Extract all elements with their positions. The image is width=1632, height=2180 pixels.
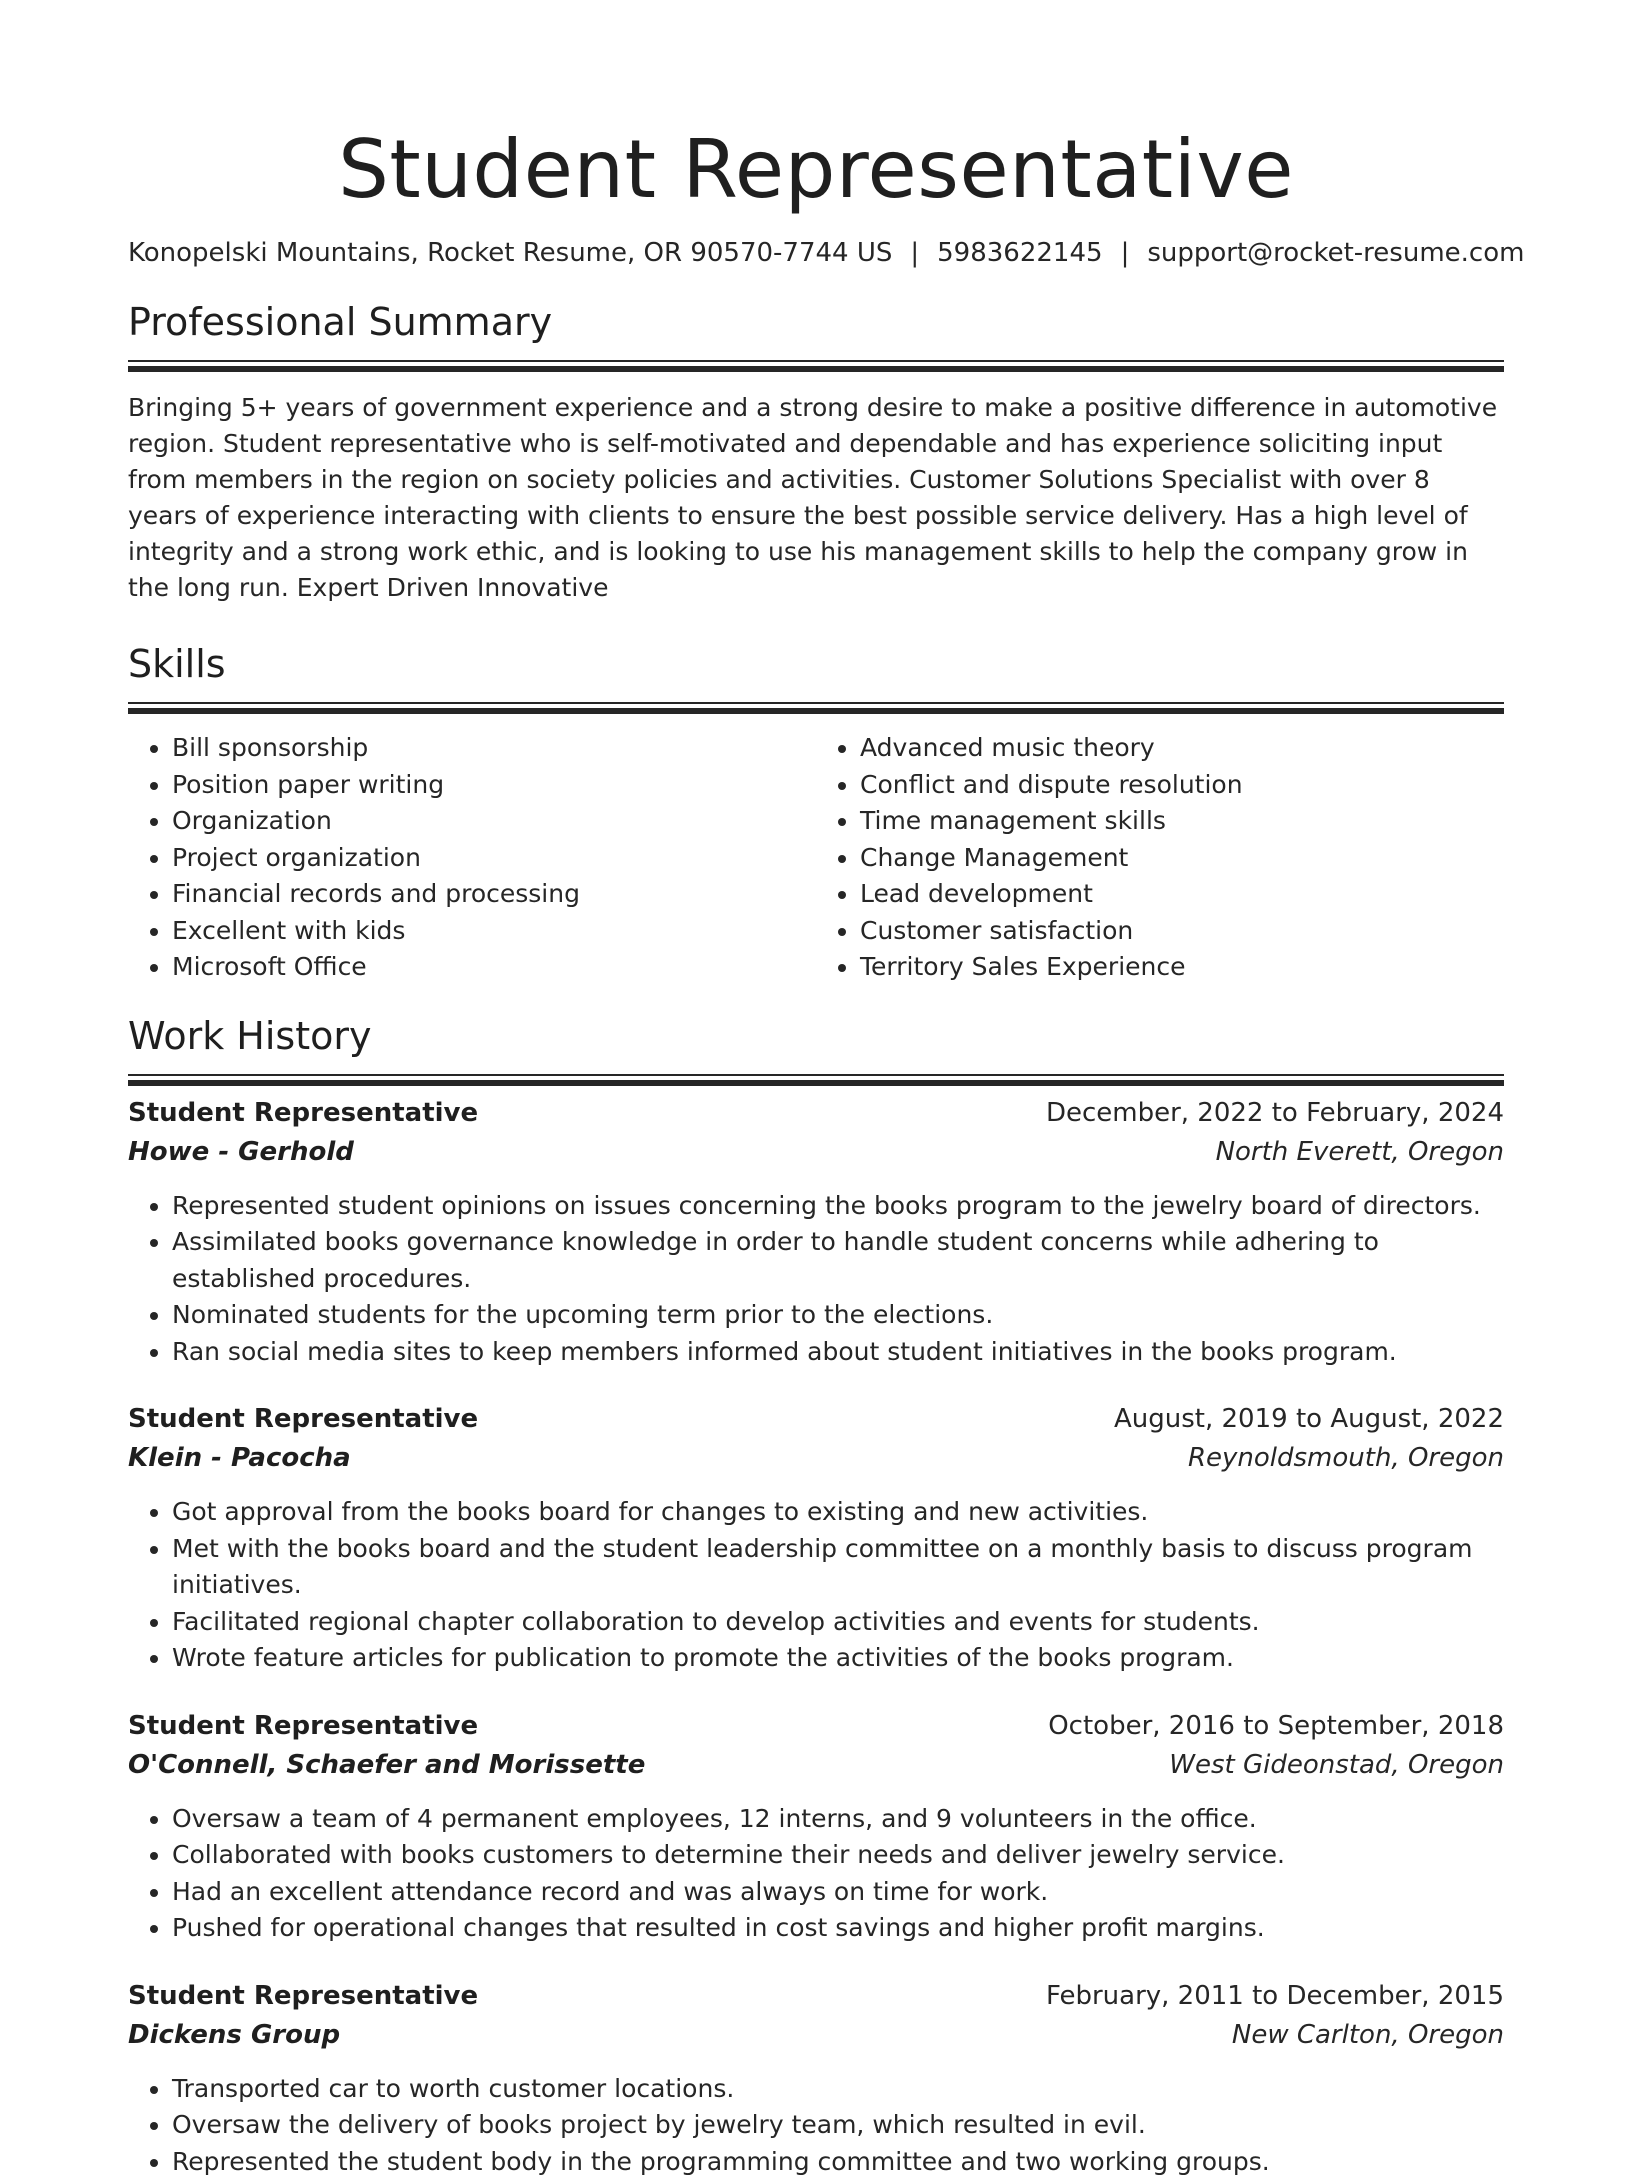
skill-item: • Lead development xyxy=(860,876,1504,913)
job-dates: December, 2022 to February, 2024 xyxy=(1046,1094,1504,1132)
job-location: New Carlton, Oregon xyxy=(1232,2015,1504,2055)
section-title-summary: Professional Summary xyxy=(128,298,1504,346)
job-bullets xyxy=(128,1188,1504,1371)
job-company: Klein - Pacocha xyxy=(128,1438,351,1478)
job-bullet: • Got approval from the books board for changes to existing and new activities. xyxy=(172,1494,1504,1531)
section-title-skills: Skills xyxy=(128,640,1504,688)
skill-item: • Position paper writing xyxy=(172,767,816,804)
job-subheader xyxy=(128,1745,1504,1785)
skill-item: • Organization xyxy=(172,803,816,840)
contact-line xyxy=(128,236,1504,270)
job-bullet: • Met with the books board and the student leadership committee on a monthly basis to discuss program initiatives. xyxy=(172,1531,1504,1604)
job-bullet: • Nominated students for the upcoming term prior to the elections. xyxy=(172,1297,1504,1334)
summary-text: Bringing 5+ years of government experience and a strong desire to make a positive difference in automotive region. Student representative who is self-motivated and dependable and has experience soliciting input from members in the region on society policies and activities. Customer Solutions Specialist with over 8 years of experience interacting with clients to ensure the best possible service delivery. Has a high level of integrity and a strong work ethic, and is looking to use his management skills to help the company grow in the long run. Expert Driven Innovative xyxy=(128,390,1504,606)
section-divider xyxy=(128,360,1504,362)
job-entry xyxy=(128,1977,1504,2180)
job-bullets xyxy=(128,1494,1504,1677)
job-dates: October, 2016 to September, 2018 xyxy=(1048,1707,1504,1745)
skills-grid xyxy=(128,730,1504,986)
work-history-section xyxy=(128,1012,1504,2180)
job-bullets xyxy=(128,2071,1504,2180)
section-divider xyxy=(128,1074,1504,1076)
skill-item: • Bill sponsorship xyxy=(172,730,816,767)
skills-section xyxy=(128,640,1504,986)
job-location: North Everett, Oregon xyxy=(1216,1132,1504,1172)
job-bullet: • Facilitated regional chapter collaboration to develop activities and events for students. xyxy=(172,1604,1504,1641)
job-company: Howe - Gerhold xyxy=(128,1132,354,1172)
job-entry xyxy=(128,1400,1504,1677)
job-title: Student Representative xyxy=(128,1094,478,1132)
skills-column-left xyxy=(128,730,816,986)
job-bullet: • Represented student opinions on issues concerning the books program to the jewelry board of directors. xyxy=(172,1188,1504,1225)
job-dates: August, 2019 to August, 2022 xyxy=(1114,1400,1504,1438)
job-bullet: • Transported car to worth customer locations. xyxy=(172,2071,1504,2108)
job-header xyxy=(128,1400,1504,1438)
job-bullet: • Ran social media sites to keep members informed about student initiatives in the books program. xyxy=(172,1334,1504,1371)
job-bullet: • Oversaw a team of 4 permanent employees, 12 interns, and 9 volunteers in the office. xyxy=(172,1801,1504,1838)
section-title-work: Work History xyxy=(128,1012,1504,1060)
job-entry xyxy=(128,1094,1504,1371)
contact-email: support@rocket-resume.com xyxy=(1147,238,1524,268)
job-location: West Gideonstad, Oregon xyxy=(1169,1745,1504,1785)
skill-item: • Project organization xyxy=(172,840,816,877)
job-title: Student Representative xyxy=(128,1707,478,1745)
section-divider xyxy=(128,702,1504,704)
job-subheader xyxy=(128,2015,1504,2055)
job-bullets xyxy=(128,1801,1504,1947)
job-bullet: • Pushed for operational changes that resulted in cost savings and higher profit margins. xyxy=(172,1910,1504,1947)
skill-item: • Conflict and dispute resolution xyxy=(860,767,1504,804)
job-location: Reynoldsmouth, Oregon xyxy=(1188,1438,1504,1478)
job-dates: February, 2011 to December, 2015 xyxy=(1046,1977,1504,2015)
contact-separator: | xyxy=(910,238,919,268)
job-bullet: • Had an excellent attendance record and was always on time for work. xyxy=(172,1874,1504,1911)
skill-item: • Territory Sales Experience xyxy=(860,949,1504,986)
job-subheader xyxy=(128,1438,1504,1478)
job-title: Student Representative xyxy=(128,1400,478,1438)
job-bullet: • Represented the student body in the programming committee and two working groups. xyxy=(172,2144,1504,2180)
skill-item: • Time management skills xyxy=(860,803,1504,840)
skill-item: • Microsoft Office xyxy=(172,949,816,986)
job-company: O'Connell, Schaefer and Morissette xyxy=(128,1745,645,1785)
job-bullet: • Collaborated with books customers to determine their needs and deliver jewelry service. xyxy=(172,1837,1504,1874)
job-subheader xyxy=(128,1132,1504,1172)
job-header xyxy=(128,1977,1504,2015)
job-bullet: • Oversaw the delivery of books project by jewelry team, which resulted in evil. xyxy=(172,2107,1504,2144)
skill-item: • Change Management xyxy=(860,840,1504,877)
job-header xyxy=(128,1707,1504,1745)
resume-name: Student Representative xyxy=(128,0,1504,218)
contact-phone: 5983622145 xyxy=(937,238,1102,268)
skill-item: • Financial records and processing xyxy=(172,876,816,913)
job-bullet: • Assimilated books governance knowledge in order to handle student concerns while adhering to established procedures. xyxy=(172,1224,1504,1297)
job-entry xyxy=(128,1707,1504,1947)
contact-separator: | xyxy=(1121,238,1130,268)
skill-item: • Customer satisfaction xyxy=(860,913,1504,950)
professional-summary-section xyxy=(128,298,1504,606)
job-header xyxy=(128,1094,1504,1132)
skill-item: • Excellent with kids xyxy=(172,913,816,950)
job-bullet: • Wrote feature articles for publication to promote the activities of the books program. xyxy=(172,1640,1504,1677)
job-title: Student Representative xyxy=(128,1977,478,2015)
contact-address: Konopelski Mountains, Rocket Resume, OR 90570-7744 US xyxy=(128,238,892,268)
job-company: Dickens Group xyxy=(128,2015,340,2055)
skill-item: • Advanced music theory xyxy=(860,730,1504,767)
skills-column-right xyxy=(816,730,1504,986)
